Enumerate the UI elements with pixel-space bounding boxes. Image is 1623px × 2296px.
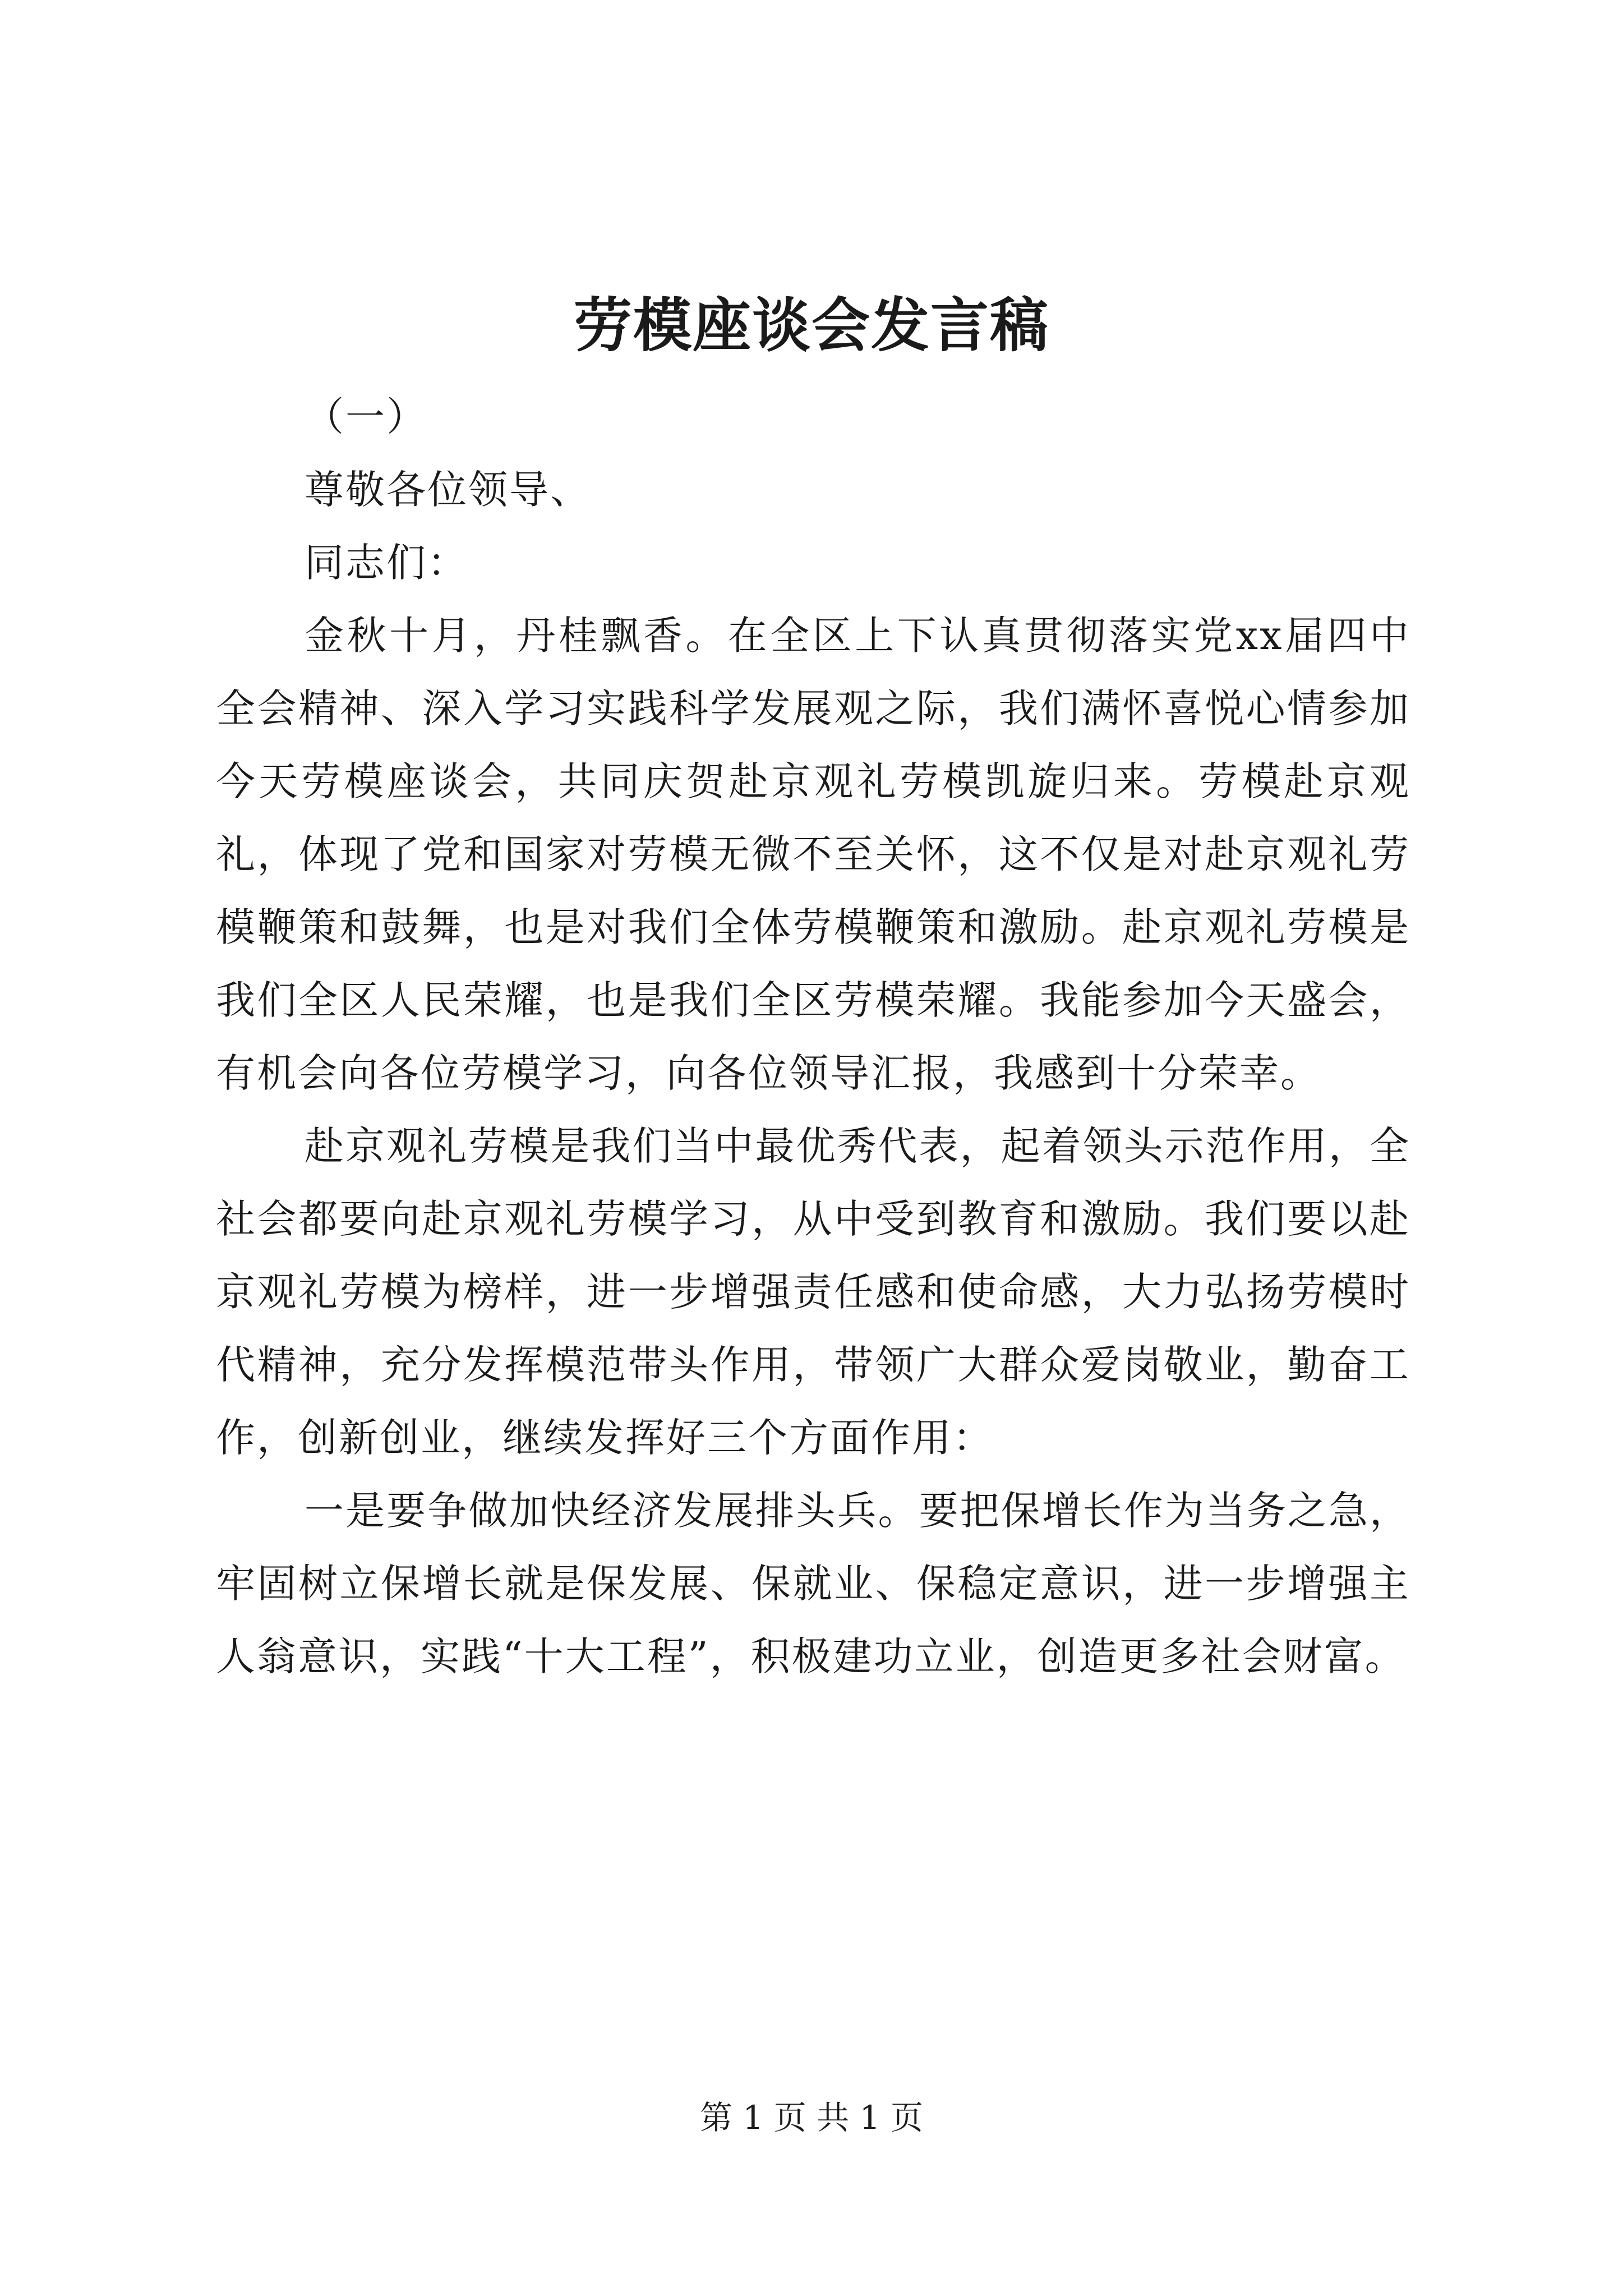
salutation-line-1: 尊敬各位领导、 — [305, 467, 591, 513]
salutation-line-2: 同志们： — [305, 540, 468, 586]
paragraph-1: 金秋十月，丹桂飘香。在全区上下认真贯彻落实党xx届四中全会精神、深入学习实践科学发展观之际，我们满怀喜悦心情参加今天劳模座谈会，共同庆贺赴京观礼劳模凯旋归来。劳模赴京观礼，体现了党和国家对劳模无微不至关怀，这不仅是对赴京观礼劳模鞭策和鼓舞，也是对我们全体劳模鞭策和激励。赴京观礼劳模是我们全区人民荣耀，也是我们全区劳模荣耀。我能参加今天盛会，有机会向各位劳模学习，向各位领导汇报，我感到十分荣幸。 — [216, 613, 1410, 1096]
paragraph-3: 一是要争做加快经济发展排头兵。要把保增长作为当务之急，牢固树立保增长就是保发展、保就业、保稳定意识，进一步增强主人翁意识，实践“十大工程”，积极建功立业，创造更多社会财富。 — [216, 1488, 1410, 1680]
document-title: 劳模座谈会发言稿 — [573, 291, 1049, 360]
section-marker: （一） — [305, 394, 427, 440]
paragraph-2: 赴京观礼劳模是我们当中最优秀代表，起着领头示范作用，全社会都要向赴京观礼劳模学习，从中受到教育和激励。我们要以赴京观礼劳模为榜样，进一步增强责任感和使命感，大力弘扬劳模时代精神，充分发挥模范带头作用，带领广大群众爱岗敬业，勤奋工作，创新创业，继续发挥好三个方面作用： — [216, 1123, 1410, 1461]
document-body — [216, 380, 1410, 1693]
page-footer: 第 1 页 共 1 页 — [700, 2099, 923, 2137]
